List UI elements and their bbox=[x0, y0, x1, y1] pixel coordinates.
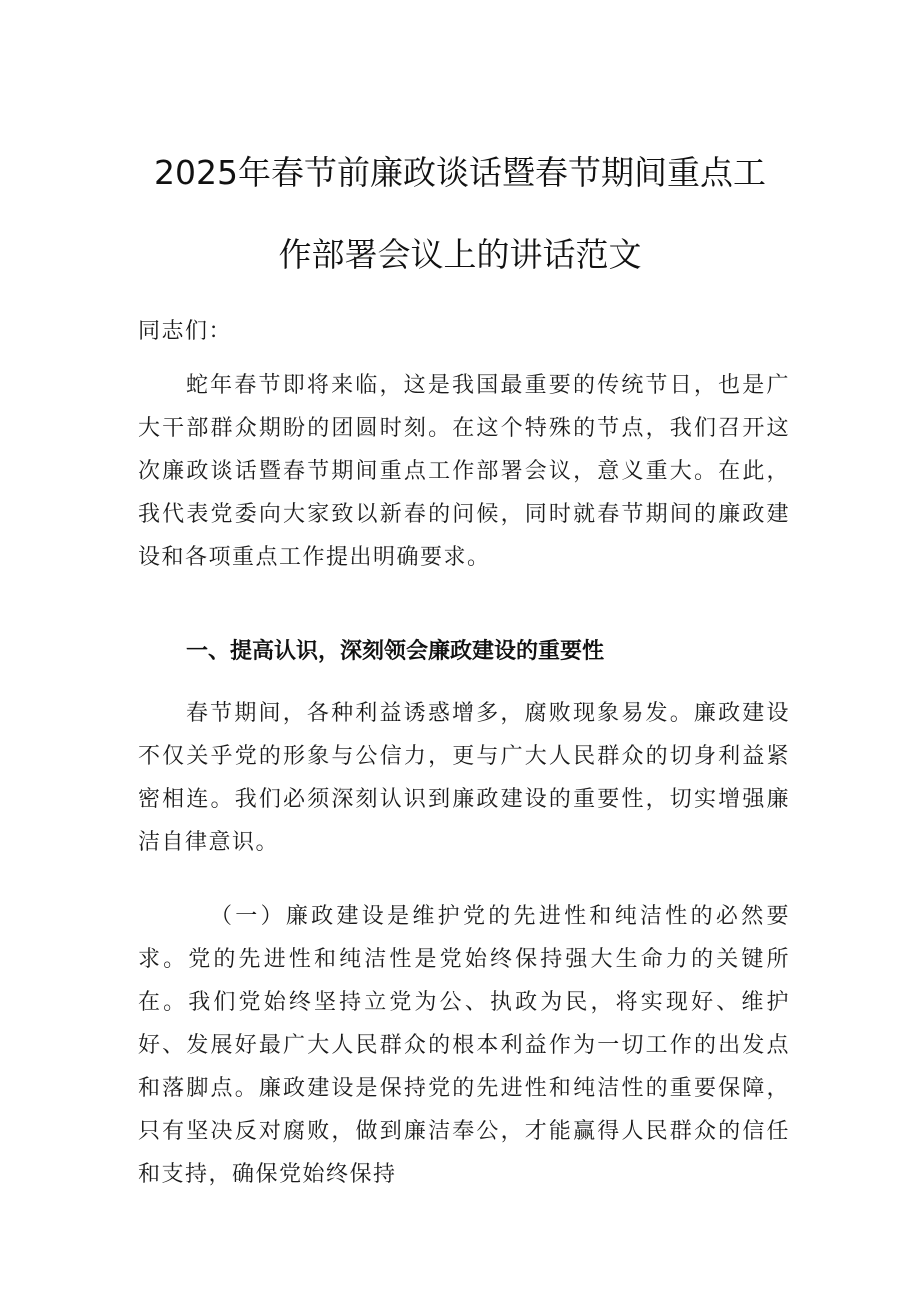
document-title-line-1: 2025年春节前廉政谈话暨春节期间重点工 bbox=[154, 153, 766, 192]
document-title-line-2: 作部署会议上的讲话范文 bbox=[278, 235, 642, 274]
section-heading-1: 一、提高认识，深刻领会廉政建设的重要性 bbox=[186, 639, 605, 664]
salutation: 同志们： bbox=[138, 319, 233, 344]
paragraph-intro: 蛇年春节即将来临，这是我国最重要的传统节日，也是广大干部群众期盼的团圆时刻。在这个特殊的节点，我们召开这次廉政谈话暨春节期间重点工作部署会议，意义重大。在此，我代表党委向大家致以新春的问候，同时就春节期间的廉政建设和各项重点工作提出明确要求。 bbox=[138, 373, 790, 570]
paragraph-subsection-1: （一）廉政建设是维护党的先进性和纯洁性的必然要求。党的先进性和纯洁性是党始终保持强大生命力的关键所在。我们党始终坚持立党为公、执政为民，将实现好、维护好、发展好最广大人民群众的根本利益作为一切工作的出发点和落脚点。廉政建设是保持党的先进性和纯洁性的重要保障，只有坚决反对腐败，做到廉洁奉公，才能赢得人民群众的信任和支持，确保党始终保持 bbox=[138, 904, 790, 1187]
paragraph-section-1: 春节期间，各种利益诱惑增多，腐败现象易发。廉政建设不仅关乎党的形象与公信力，更与广大人民群众的切身利益紧密相连。我们必须深刻认识到廉政建设的重要性，切实增强廉洁自律意识。 bbox=[138, 701, 790, 855]
